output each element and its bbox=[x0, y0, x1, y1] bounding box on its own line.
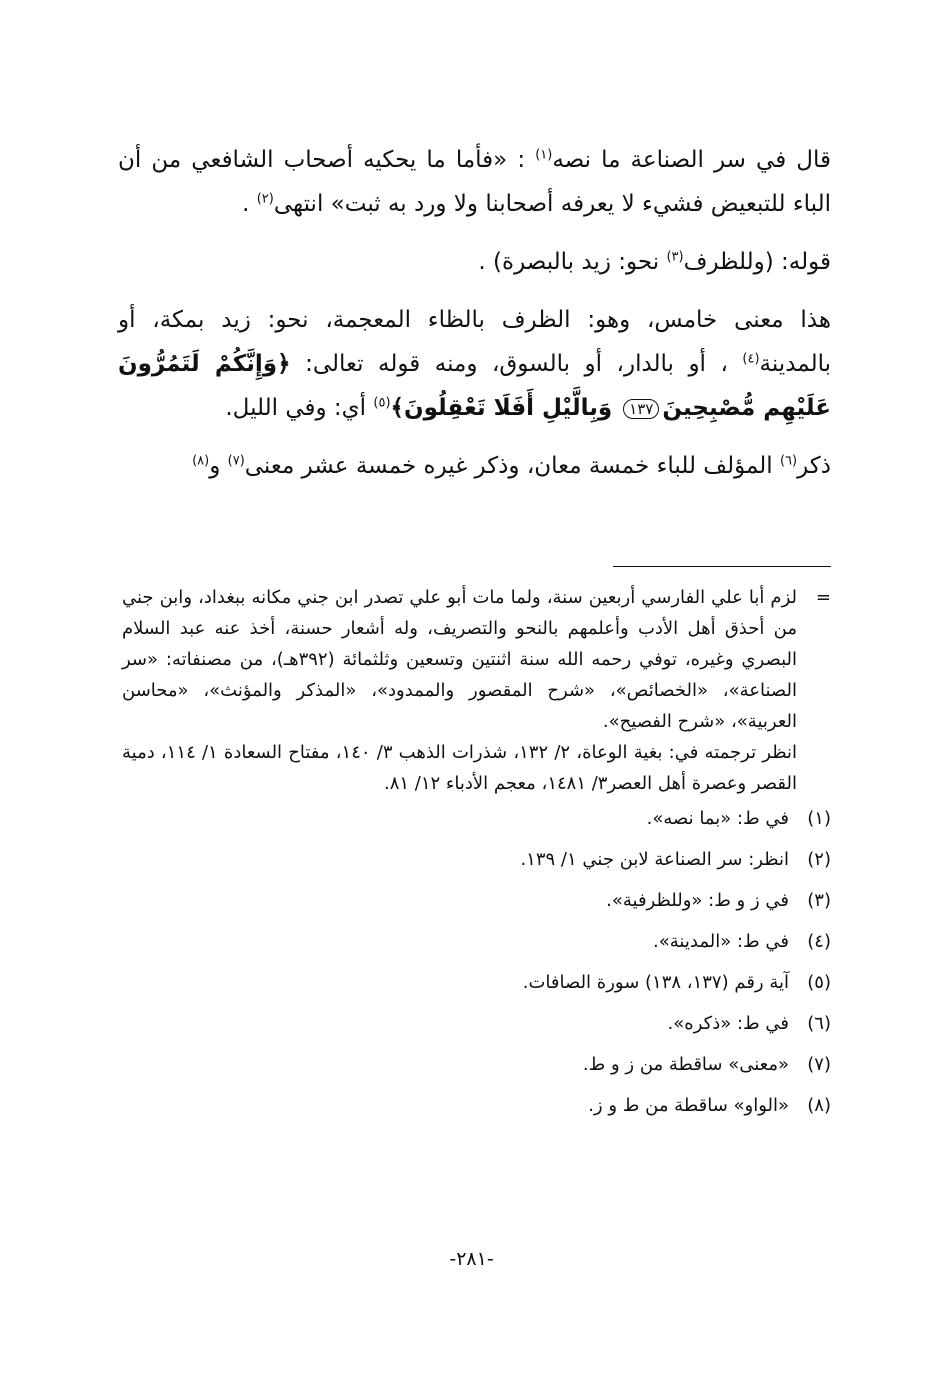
footnote-1 bbox=[122, 805, 831, 833]
footnote-ref-7[interactable]: (٧) bbox=[227, 453, 245, 469]
footnote-text: آية رقم (١٣٧، ١٣٨) سورة الصافات. bbox=[522, 972, 789, 993]
footnote-number: (٢) bbox=[807, 849, 831, 870]
footnote-references: انظر ترجمته في: بغية الوعاة، ٢/ ١٣٢، شذرات الذهب ٣/ ١٤٠، مفتاح السعادة ١/ ١١٤، دمية القصر وعصرة أهل العصر٣/ ١٤٨١، معجم الأدباء ١٢/ ٨١. bbox=[122, 742, 798, 794]
text-run: ذكر bbox=[797, 453, 831, 479]
quran-verse-part-1: ﴿وَإِنَّكُمْ لَتَمُرُّونَ عَلَيْهِم مُّصْبِحِينَ bbox=[118, 351, 831, 421]
footnote-ref-5[interactable]: (٥) bbox=[373, 395, 391, 411]
main-text bbox=[118, 138, 831, 502]
footnote-number: (٨) bbox=[807, 1095, 831, 1116]
text-run: . bbox=[242, 191, 257, 217]
footnote-number: (٤) bbox=[807, 931, 831, 952]
footnote-7 bbox=[122, 1051, 831, 1079]
footnote-ref-2[interactable]: (٢) bbox=[256, 191, 274, 207]
ayah-number-marker: ١٣٧ bbox=[623, 399, 659, 419]
footnote-text: في ط: «بما نصه». bbox=[646, 808, 789, 829]
text-run: المؤلف للباء خمسة معان، وذكر غيره خمسة عشر معنى bbox=[244, 453, 780, 479]
footnote-3 bbox=[122, 887, 831, 915]
text-run: نحو: زيد بالبصرة) . bbox=[478, 249, 667, 275]
text-run: أي: وفي الليل. bbox=[225, 395, 374, 421]
text-run: قال في سر الصناعة ما نصه bbox=[552, 147, 831, 173]
footnote-number: (١) bbox=[807, 808, 831, 829]
footnote-ref-4[interactable]: (٤) bbox=[742, 351, 760, 367]
footnote-text: في ط: «المدينة». bbox=[653, 931, 789, 952]
footnote-text: «معنى» ساقطة من ز و ط. bbox=[582, 1054, 789, 1075]
footnote-number: (٣) bbox=[807, 890, 831, 911]
footnote-6 bbox=[122, 1010, 831, 1038]
paragraph-2 bbox=[118, 240, 831, 284]
paragraph-3 bbox=[118, 298, 831, 430]
footnote-8 bbox=[122, 1092, 831, 1120]
text-run: : «فأما ما يحكيه أصحاب الشافعي من أن الباء للتبعيض فشيء لا يعرفه أصحابنا ولا ورد به ثبت» انتهى bbox=[118, 147, 831, 217]
footnote-number: (٧) bbox=[807, 1054, 831, 1075]
quran-verse-part-2: وَبِالَّيْلِ أَفَلَا تَعْقِلُونَ﴾ bbox=[390, 395, 621, 421]
footnote-continuation bbox=[122, 582, 831, 737]
text-run: لزم أبا علي الفارسي أربعين سنة، ولما مات أبو علي تصدر ابن جني مكانه ببغداد، وابن جني من أحذق أهل الأدب وأعلمهم بالنحو والتصريف، وله أشعار حسنة، أخذ عنه عبد السلام البصري وغيره، توفي رحمه الله سنة اثنتين وتسعين وثلثمائة (٣٩٢هـ)، من مصنفاته: «سر الصناعة»، «الخصائص»، «شرح المقصور والممدود»، «المذكر والمؤنث»، «محاسن العربية»، «شرح الفصيح». bbox=[122, 587, 797, 732]
footnote-text: في ز و ط: «وللظرفية». bbox=[606, 890, 789, 911]
footnote-text: «الواو» ساقطة من ط و ز. bbox=[588, 1095, 789, 1116]
footnote-separator bbox=[613, 566, 831, 567]
text-run: هذا معنى خامس، وهو: الظرف بالظاء المعجمة، نحو: زيد بمكة، أو بالمدينة bbox=[118, 307, 831, 377]
footnote-text: في ط: «ذكره». bbox=[667, 1013, 789, 1034]
text-run: قوله: (وللظرف bbox=[683, 249, 831, 275]
paragraph-4 bbox=[118, 444, 831, 488]
continuation-mark: = bbox=[815, 587, 831, 608]
text-run: و bbox=[209, 453, 228, 479]
text-run: ، أو بالدار، أو بالسوق، ومنه قوله تعالى: bbox=[290, 351, 743, 377]
footnote-2 bbox=[122, 846, 831, 874]
footnote-number: (٦) bbox=[807, 1013, 831, 1034]
footnote-ref-3[interactable]: (٣) bbox=[666, 249, 684, 265]
footnote-ref-8[interactable]: (٨) bbox=[192, 453, 210, 469]
page-number: -٢٨١- bbox=[449, 1248, 494, 1270]
footnote-text: انظر: سر الصناعة لابن جني ١/ ١٣٩. bbox=[520, 849, 789, 870]
footnote-ref-6[interactable]: (٦) bbox=[779, 453, 798, 469]
footnote-ref-1[interactable]: (١) bbox=[535, 147, 553, 163]
footnote-5 bbox=[122, 969, 831, 997]
footnote-4 bbox=[122, 928, 831, 956]
footnotes bbox=[122, 582, 831, 1133]
paragraph-1 bbox=[118, 138, 831, 226]
footnote-number: (٥) bbox=[807, 972, 831, 993]
